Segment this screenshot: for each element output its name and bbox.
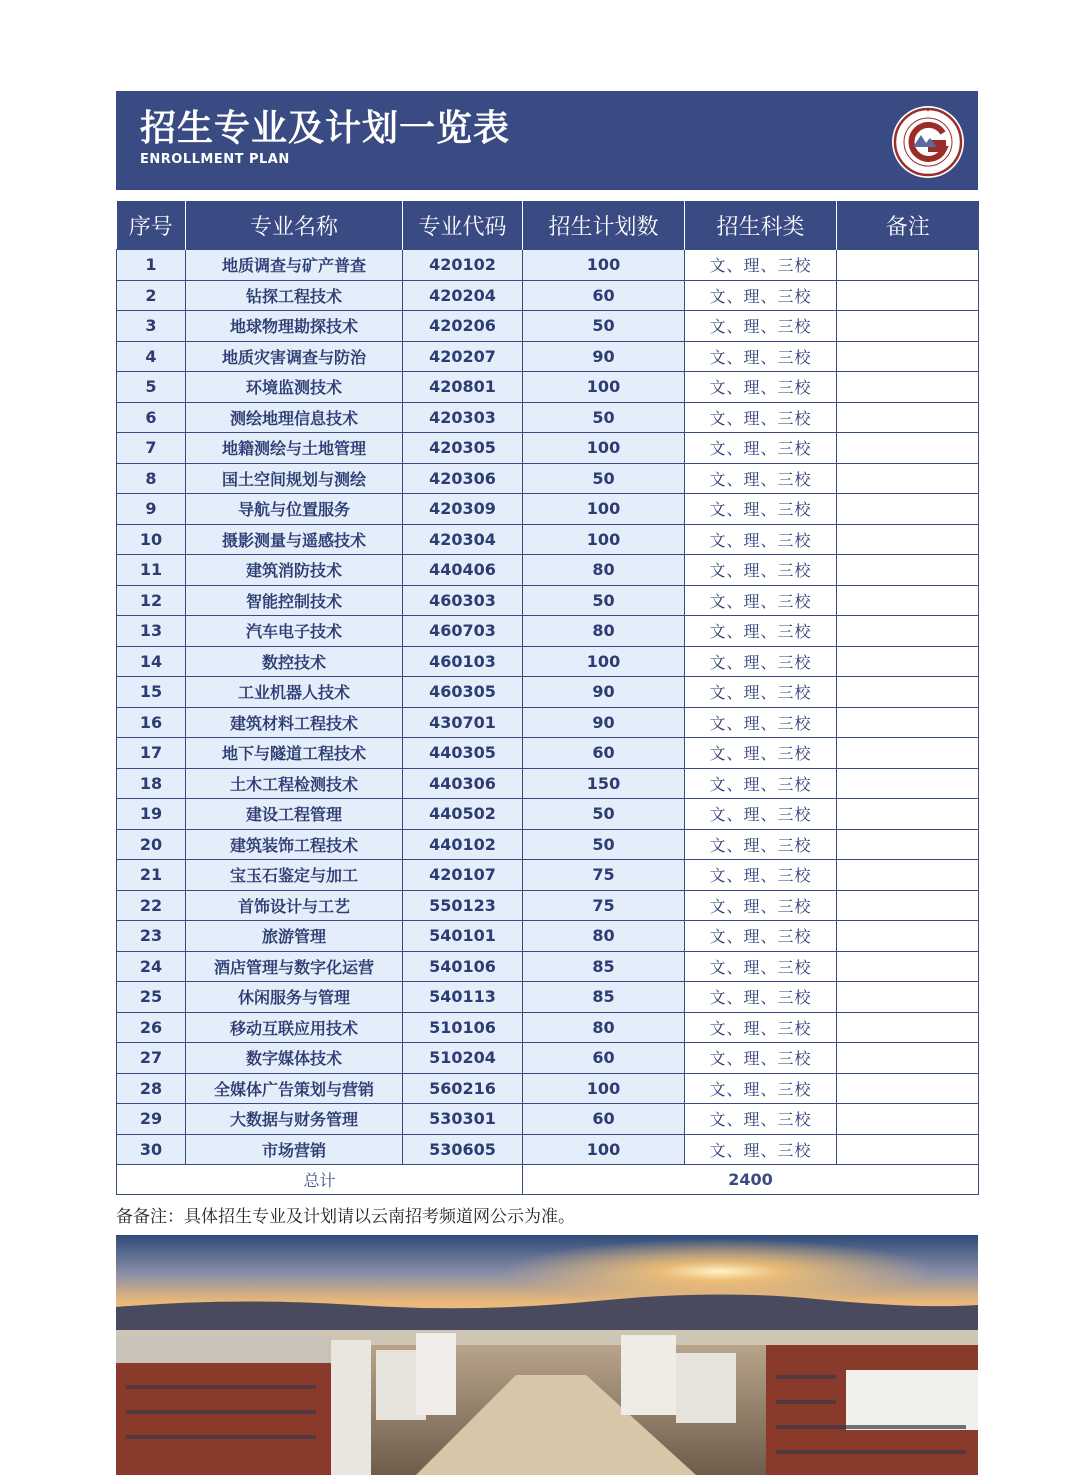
row-major-code: 420303: [403, 402, 523, 433]
header-index: 序号: [117, 201, 186, 250]
table-row: [117, 1012, 979, 1043]
row-index: 14: [117, 646, 186, 677]
row-plan-count: 100: [523, 1134, 685, 1165]
row-major-code: 420306: [403, 463, 523, 494]
row-major-name: 市场营销: [186, 1134, 403, 1165]
row-index: 19: [117, 799, 186, 830]
row-note: [837, 524, 979, 555]
row-index: 5: [117, 372, 186, 403]
row-plan-count: 100: [523, 433, 685, 464]
row-major-name: 钻探工程技术: [186, 280, 403, 311]
row-index: 8: [117, 463, 186, 494]
row-index: 2: [117, 280, 186, 311]
table-row: [117, 1104, 979, 1135]
row-major-name: 休闲服务与管理: [186, 982, 403, 1013]
row-category: 文、理、三校: [685, 372, 837, 403]
row-major-code: 510204: [403, 1043, 523, 1074]
total-label: 总计: [117, 1165, 523, 1195]
row-major-code: 440306: [403, 768, 523, 799]
row-major-name: 建设工程管理: [186, 799, 403, 830]
row-note: [837, 677, 979, 708]
row-note: [837, 646, 979, 677]
header-category: 招生科类: [685, 201, 837, 250]
row-plan-count: 60: [523, 1043, 685, 1074]
table-row: [117, 402, 979, 433]
header-major-name: 专业名称: [186, 201, 403, 250]
row-index: 29: [117, 1104, 186, 1135]
row-major-code: 460103: [403, 646, 523, 677]
row-major-name: 数字媒体技术: [186, 1043, 403, 1074]
row-major-name: 地球物理勘探技术: [186, 311, 403, 342]
row-category: 文、理、三校: [685, 280, 837, 311]
table-row: [117, 951, 979, 982]
row-note: [837, 890, 979, 921]
row-category: 文、理、三校: [685, 250, 837, 281]
row-plan-count: 50: [523, 585, 685, 616]
row-major-code: 430701: [403, 707, 523, 738]
row-category: 文、理、三校: [685, 646, 837, 677]
row-major-code: 420305: [403, 433, 523, 464]
row-plan-count: 50: [523, 311, 685, 342]
row-major-name: 地籍测绘与土地管理: [186, 433, 403, 464]
table-row: [117, 646, 979, 677]
row-note: [837, 799, 979, 830]
row-plan-count: 80: [523, 555, 685, 586]
table-row: [117, 341, 979, 372]
row-plan-count: 100: [523, 646, 685, 677]
row-major-name: 大数据与财务管理: [186, 1104, 403, 1135]
row-note: [837, 921, 979, 952]
row-category: 文、理、三校: [685, 494, 837, 525]
row-major-name: 首饰设计与工艺: [186, 890, 403, 921]
row-major-code: 420309: [403, 494, 523, 525]
row-major-code: 440406: [403, 555, 523, 586]
row-index: 23: [117, 921, 186, 952]
row-category: 文、理、三校: [685, 1043, 837, 1074]
row-category: 文、理、三校: [685, 311, 837, 342]
row-index: 13: [117, 616, 186, 647]
row-category: 文、理、三校: [685, 951, 837, 982]
row-index: 3: [117, 311, 186, 342]
row-index: 24: [117, 951, 186, 982]
row-plan-count: 60: [523, 738, 685, 769]
row-major-code: 540101: [403, 921, 523, 952]
row-index: 28: [117, 1073, 186, 1104]
row-category: 文、理、三校: [685, 799, 837, 830]
row-category: 文、理、三校: [685, 768, 837, 799]
row-category: 文、理、三校: [685, 402, 837, 433]
row-plan-count: 80: [523, 921, 685, 952]
campus-photo: [116, 1235, 978, 1475]
row-major-name: 国土空间规划与测绘: [186, 463, 403, 494]
row-index: 20: [117, 829, 186, 860]
row-category: 文、理、三校: [685, 585, 837, 616]
row-major-code: 420204: [403, 280, 523, 311]
row-index: 11: [117, 555, 186, 586]
table-row: [117, 738, 979, 769]
row-major-code: 440502: [403, 799, 523, 830]
row-index: 18: [117, 768, 186, 799]
row-major-name: 测绘地理信息技术: [186, 402, 403, 433]
row-note: [837, 433, 979, 464]
header-major-code: 专业代码: [403, 201, 523, 250]
row-plan-count: 100: [523, 250, 685, 281]
row-category: 文、理、三校: [685, 860, 837, 891]
row-major-name: 地质调查与矿产普查: [186, 250, 403, 281]
row-index: 9: [117, 494, 186, 525]
row-index: 27: [117, 1043, 186, 1074]
row-major-name: 土木工程检测技术: [186, 768, 403, 799]
table-row: [117, 494, 979, 525]
row-major-name: 工业机器人技术: [186, 677, 403, 708]
table-row: [117, 1043, 979, 1074]
row-category: 文、理、三校: [685, 1104, 837, 1135]
header-plan-count: 招生计划数: [523, 201, 685, 250]
row-category: 文、理、三校: [685, 616, 837, 647]
row-major-code: 460305: [403, 677, 523, 708]
row-note: [837, 402, 979, 433]
enrollment-table: [116, 201, 978, 1195]
table-row: [117, 1073, 979, 1104]
row-major-code: 560216: [403, 1073, 523, 1104]
table-row: [117, 860, 979, 891]
row-index: 7: [117, 433, 186, 464]
row-major-code: 420107: [403, 860, 523, 891]
page-title: 招生专业及计划一览表: [140, 108, 511, 149]
row-major-code: 460703: [403, 616, 523, 647]
row-major-code: 420304: [403, 524, 523, 555]
row-plan-count: 50: [523, 799, 685, 830]
row-major-name: 地下与隧道工程技术: [186, 738, 403, 769]
row-note: [837, 738, 979, 769]
row-major-code: 420102: [403, 250, 523, 281]
row-category: 文、理、三校: [685, 738, 837, 769]
row-index: 15: [117, 677, 186, 708]
row-plan-count: 50: [523, 402, 685, 433]
row-category: 文、理、三校: [685, 707, 837, 738]
table-row: [117, 311, 979, 342]
row-note: [837, 1012, 979, 1043]
row-note: [837, 250, 979, 281]
row-major-name: 摄影测量与遥感技术: [186, 524, 403, 555]
row-category: 文、理、三校: [685, 677, 837, 708]
row-plan-count: 100: [523, 494, 685, 525]
page-subtitle: ENROLLMENT PLAN: [140, 152, 290, 167]
row-major-name: 酒店管理与数字化运营: [186, 951, 403, 982]
row-major-code: 530301: [403, 1104, 523, 1135]
row-plan-count: 60: [523, 1104, 685, 1135]
row-category: 文、理、三校: [685, 463, 837, 494]
row-plan-count: 75: [523, 890, 685, 921]
table-row: [117, 829, 979, 860]
row-note: [837, 311, 979, 342]
row-plan-count: 90: [523, 707, 685, 738]
row-major-code: 550123: [403, 890, 523, 921]
row-plan-count: 50: [523, 829, 685, 860]
row-note: [837, 1043, 979, 1074]
table-row: [117, 372, 979, 403]
row-plan-count: 100: [523, 524, 685, 555]
row-major-code: 420207: [403, 341, 523, 372]
school-seal-icon: [891, 105, 965, 179]
table-row: [117, 707, 979, 738]
row-plan-count: 50: [523, 463, 685, 494]
row-index: 21: [117, 860, 186, 891]
row-index: 10: [117, 524, 186, 555]
row-index: 26: [117, 1012, 186, 1043]
row-category: 文、理、三校: [685, 982, 837, 1013]
row-index: 30: [117, 1134, 186, 1165]
row-plan-count: 85: [523, 982, 685, 1013]
table-row: [117, 555, 979, 586]
row-note: [837, 1134, 979, 1165]
row-category: 文、理、三校: [685, 921, 837, 952]
row-category: 文、理、三校: [685, 555, 837, 586]
row-major-name: 全媒体广告策划与营销: [186, 1073, 403, 1104]
row-major-name: 建筑材料工程技术: [186, 707, 403, 738]
row-plan-count: 85: [523, 951, 685, 982]
row-major-name: 旅游管理: [186, 921, 403, 952]
row-major-name: 智能控制技术: [186, 585, 403, 616]
row-plan-count: 60: [523, 280, 685, 311]
row-major-name: 移动互联应用技术: [186, 1012, 403, 1043]
row-note: [837, 585, 979, 616]
table-row: [117, 250, 979, 281]
row-plan-count: 75: [523, 860, 685, 891]
row-major-code: 440102: [403, 829, 523, 860]
table-row: [117, 921, 979, 952]
row-index: 12: [117, 585, 186, 616]
row-note: [837, 341, 979, 372]
row-note: [837, 1073, 979, 1104]
table-row: [117, 799, 979, 830]
table-row: [117, 585, 979, 616]
row-category: 文、理、三校: [685, 1073, 837, 1104]
row-note: [837, 860, 979, 891]
row-major-name: 地质灾害调查与防治: [186, 341, 403, 372]
row-category: 文、理、三校: [685, 829, 837, 860]
row-note: [837, 494, 979, 525]
total-value: 2400: [523, 1165, 979, 1195]
header-note: 备注: [837, 201, 979, 250]
row-category: 文、理、三校: [685, 890, 837, 921]
row-note: [837, 616, 979, 647]
table-row: [117, 280, 979, 311]
row-major-name: 建筑消防技术: [186, 555, 403, 586]
row-major-name: 宝玉石鉴定与加工: [186, 860, 403, 891]
row-major-code: 420206: [403, 311, 523, 342]
table-row: [117, 433, 979, 464]
row-plan-count: 100: [523, 1073, 685, 1104]
row-plan-count: 90: [523, 341, 685, 372]
row-note: [837, 1104, 979, 1135]
row-note: [837, 280, 979, 311]
row-note: [837, 372, 979, 403]
row-major-code: 510106: [403, 1012, 523, 1043]
row-note: [837, 768, 979, 799]
campus-photo-image: [116, 1235, 978, 1475]
row-major-code: 540106: [403, 951, 523, 982]
row-note: [837, 707, 979, 738]
row-index: 4: [117, 341, 186, 372]
row-index: 25: [117, 982, 186, 1013]
row-major-code: 460303: [403, 585, 523, 616]
row-category: 文、理、三校: [685, 524, 837, 555]
table-row: [117, 890, 979, 921]
row-note: [837, 555, 979, 586]
row-plan-count: 150: [523, 768, 685, 799]
row-note: [837, 982, 979, 1013]
footnote: 备备注：具体招生专业及计划请以云南招考频道网公示为准。: [116, 1207, 575, 1227]
row-category: 文、理、三校: [685, 341, 837, 372]
row-category: 文、理、三校: [685, 1134, 837, 1165]
table-row: [117, 463, 979, 494]
row-plan-count: 90: [523, 677, 685, 708]
row-index: 1: [117, 250, 186, 281]
table-row: [117, 1134, 979, 1165]
table-row: [117, 524, 979, 555]
table-row: [117, 768, 979, 799]
table-header-row: [117, 201, 979, 250]
table-row: [117, 616, 979, 647]
row-index: 17: [117, 738, 186, 769]
row-plan-count: 100: [523, 372, 685, 403]
row-note: [837, 951, 979, 982]
row-category: 文、理、三校: [685, 433, 837, 464]
row-major-code: 530605: [403, 1134, 523, 1165]
row-major-name: 导航与位置服务: [186, 494, 403, 525]
row-major-code: 540113: [403, 982, 523, 1013]
row-plan-count: 80: [523, 616, 685, 647]
row-plan-count: 80: [523, 1012, 685, 1043]
row-category: 文、理、三校: [685, 1012, 837, 1043]
table-row: [117, 982, 979, 1013]
row-index: 22: [117, 890, 186, 921]
row-major-name: 汽车电子技术: [186, 616, 403, 647]
row-major-code: 440305: [403, 738, 523, 769]
row-index: 16: [117, 707, 186, 738]
table-row: [117, 677, 979, 708]
row-major-name: 环境监测技术: [186, 372, 403, 403]
row-major-name: 数控技术: [186, 646, 403, 677]
row-note: [837, 829, 979, 860]
row-note: [837, 463, 979, 494]
header-banner: [116, 91, 978, 190]
row-major-name: 建筑装饰工程技术: [186, 829, 403, 860]
total-row: [117, 1165, 979, 1195]
row-major-code: 420801: [403, 372, 523, 403]
row-index: 6: [117, 402, 186, 433]
